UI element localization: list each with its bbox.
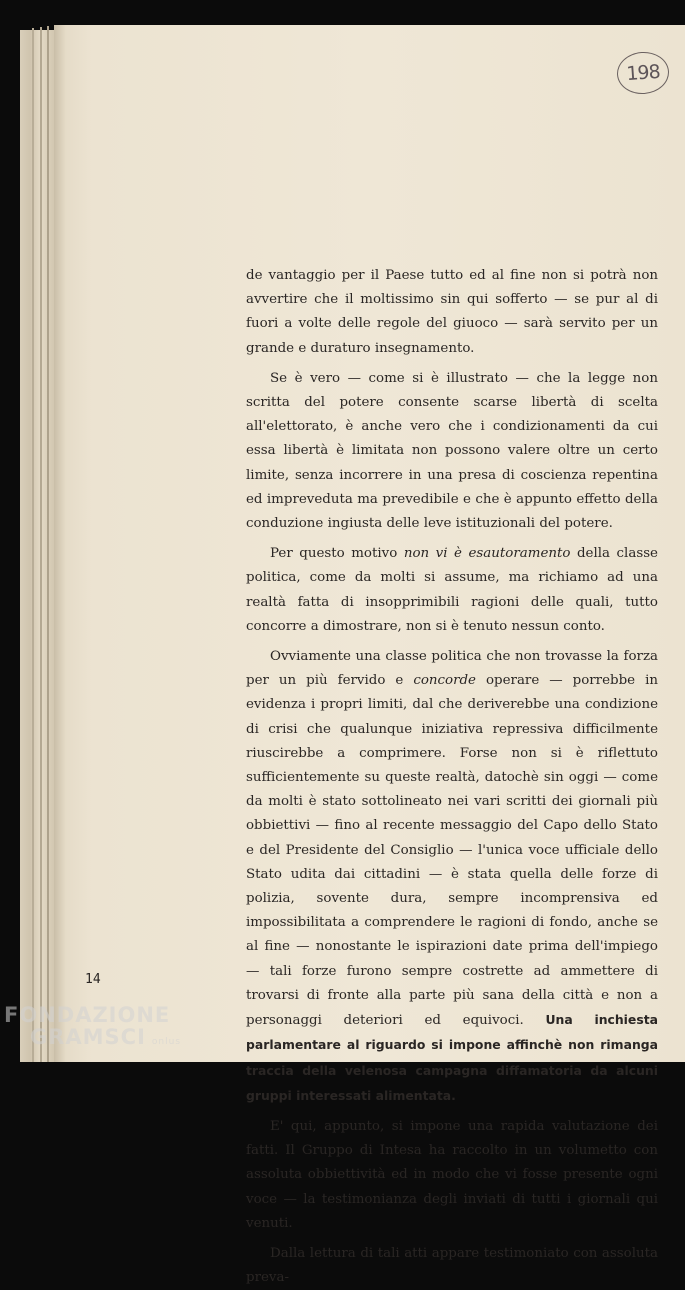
watermark-logo [4,1004,181,1053]
paragraph-6: Dalla lettura di tali atti appare testimoniato con assoluta preva- [246,1245,658,1286]
page-number: 14 [85,972,101,987]
watermark-line-2 [30,1026,181,1053]
paragraph-4-italic: concorde [413,673,476,689]
paragraph-5: E' qui, appunto, si impone una rapida valutazione dei fatti. Il Gruppo di Intesa ha raccolto in un volumetto con assoluta obbiettività ed in modo che vi fosse presente ogni voce — la testimonianza degli inviati di tutti i giornali qui venuti. [246,1118,658,1231]
paragraph-4-text: Ovviamente una classe politica che non trovasse la forza per un più fervido e [246,649,658,689]
page-edge [47,26,49,1062]
paragraph-3 [246,542,658,639]
handwritten-archive-number: 198 [616,50,671,96]
paragraph-2: Se è vero — come si è illustrato — che la legge non scritta del potere consente scarse libertà di scelta all'elettorato, è anche vero che i condizionamenti da cui essa libertà è limitata non possono valere oltre un certo limite, senza incorrere in una presa di coscienza repentina ed impreveduta ma prevedibile e che è appunto effetto della conduzione ingiusta delle leve istituzionali del potere. [246,370,658,532]
paragraph-4-bold: Una inchiesta parlamentare al riguardo si impone affinchè non rimanga traccia della velenosa campagna diffamatoria da alcuni gruppi interessati alimentata. [246,1012,658,1103]
paragraph-4-text: operare — porrebbe in evidenza i propri limiti, dal che deriverebbe una condizione di crisi che qualunque iniziativa repressiva difficilmente riuscirebbe a comprimere. Forse non si è riflettuto sufficientemente su queste realtà, datochè sin oggi — come da molti è stato sottolineato nei vari scritti dei giornali più obbiettivi — fino al recente messaggio del Capo dello Stato e del Presidente del Consiglio — l'unica voce ufficiale dello Stato udita dai cittadini — è stata quella delle forze di polizia, sovente dura, sempre incomprensiva ed impossibilitata a comprendere le ragioni di fondo, anche se al fine — nonostante le ispirazioni date prima dell'impiego — tali forze furono sempre costrette ad ammettere di trovarsi di fronte alla parte più sana della città e non a personaggi deteriori ed equivoci. [246,673,658,1029]
paragraph-3-italic: non vi è esautoramento [403,546,571,562]
paragraph-1: de vantaggio per il Paese tutto ed al fine non si potrà non avvertire che il moltissimo sin qui sofferto — se pur al di fuori a volte delle regole del giuoco — sarà servito per un grande e duraturo insegnamento. [246,268,658,356]
paragraph-4 [246,645,658,1109]
page-fold-shadow [54,25,66,1062]
page-edge [40,27,42,1062]
paragraph-3-text: della classe politica, come da molti si assume, ma richiamo ad una realtà fatta di insopprimibili ragioni delle quali, tutto concorre a dimostrare, non si è tenuto nessun conto. [246,546,658,634]
page-edge [32,28,34,1062]
body-text [246,264,658,1290]
paragraph-3-text: Per questo motivo [270,546,404,562]
watermark-name: GRAMSCI [30,1025,146,1049]
watermark-line-1: FONDAZIONE [4,1003,171,1027]
watermark-suffix: onlus [151,1037,182,1047]
